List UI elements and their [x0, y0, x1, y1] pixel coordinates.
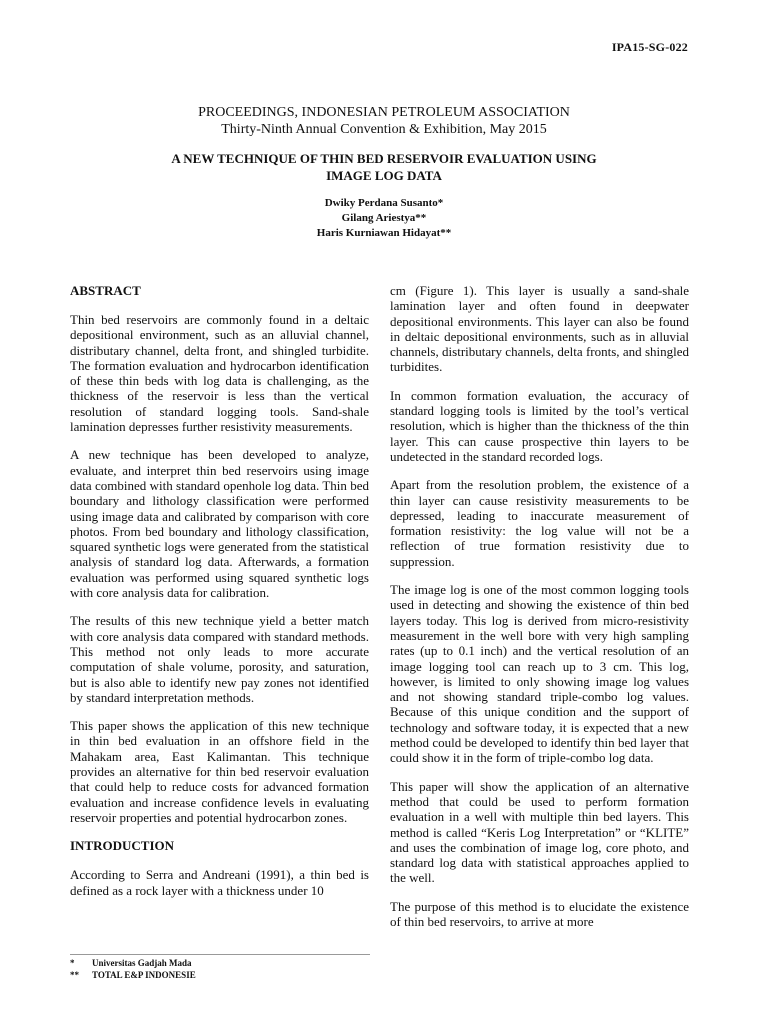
- body-paragraph-1: cm (Figure 1). This layer is usually a sand-shale lamination layer and often found in deepwater depositional environments. This layer can also be found in deltaic depositional environments, such as in alluvial channels, distributary channels, delta fronts, and shingled turbidites.: [390, 283, 689, 375]
- footnote-1: [70, 957, 370, 969]
- abstract-paragraph-4: This paper shows the application of this new technique in thin bed evaluation in an offshore field in the Mahakam area, East Kalimantan. This technique provides an alternative for thin bed reservoir evaluation that could help to reduce costs for advanced formation evaluation and increase confidence levels in evaluating reservoir properties and potential hydrocarbon zones.: [70, 718, 369, 825]
- author-1: Dwiky Perdana Susanto*: [324, 197, 444, 209]
- body-paragraph-6: The purpose of this method is to elucidate the existence of thin bed reservoirs, to arrive at more: [390, 898, 689, 929]
- introduction-heading: INTRODUCTION: [70, 838, 175, 854]
- footnote-2: [70, 969, 370, 981]
- footnote-affiliation: Universitas Gadjah Mada: [92, 958, 192, 968]
- paper-title: [0, 150, 768, 184]
- abstract-paragraph-3: The results of this new technique yield a better match with core analysis data compared with standard methods. This method not only leads to more accurate computation of shale volume, porosity, and saturation, but is also able to identify new pay zones not identified by standard interpretation methods.: [70, 613, 369, 705]
- author-2: Gilang Ariestya**: [341, 212, 427, 224]
- body-paragraph-4: The image log is one of the most common logging tools used in detecting and showing the existence of thin bed layers today. This log is derived from micro-resistivity measurement in the well bore with very high sampling rates (up to 0.1 inch) and the vertical resolution of an image logging tool can reach up to 3 cm. This log, however, is limited to only showing image log values and not showing standard triple-combo log values. Because of this unique condition and the support of technology and software today, it is expected that a new method could be developed to identify thin bed layer that could show it in the form of triple-combo log data.: [390, 582, 689, 766]
- footnote-mark: **: [70, 970, 79, 980]
- proceedings-name: PROCEEDINGS, INDONESIAN PETROLEUM ASSOCIATION: [198, 105, 570, 120]
- abstract-heading: ABSTRACT: [70, 283, 141, 298]
- left-column: [70, 283, 369, 911]
- convention-line: Thirty-Ninth Annual Convention & Exhibition, May 2015: [221, 122, 547, 137]
- footnote-divider: [70, 954, 370, 955]
- body-paragraph-3: Apart from the resolution problem, the existence of a thin layer can cause resistivity measurements to be depressed, leading to inaccurate measurement of formation resistivity: the log value will not be a reflection of true formation resistivity due to suppression.: [390, 477, 689, 569]
- body-paragraph-2: In common formation evaluation, the accuracy of standard logging tools is limited by the tool’s vertical resolution, which is higher than the thickness of the thin layer. This can cause prospective thin layers to be undetected in the standard recorded logs.: [390, 387, 689, 464]
- body-paragraph-5: This paper will show the application of an alternative method that could be used to perform formation evaluation in a well with multiple thin bed layers. This method is called “Keris Log Interpretation” or “KLITE” and uses the combination of image log, core photo, and standard log data with statistical approaches applied to the well.: [390, 778, 689, 886]
- right-column: [390, 283, 689, 942]
- abstract-paragraph-2: A new technique has been developed to analyze, evaluate, and interpret thin bed reservoirs using image data combined with standard openhole log data. Thin bed boundary and lithology classification were performed using image data and calibrated by comparison with core photos. From bed boundary and lithology classification, squared synthetic logs were generated from the statistical analysis of standard log data. Afterwards, a formation evaluation was performed using squared synthetic logs with core analysis data for calibration.: [70, 447, 369, 601]
- footnotes: [70, 957, 370, 981]
- footnote-affiliation: TOTAL E&P INDONESIE: [92, 970, 196, 980]
- paper-id: IPA15-SG-022: [611, 40, 688, 54]
- title-line-2: IMAGE LOG DATA: [326, 168, 442, 183]
- abstract-paragraph-1: Thin bed reservoirs are commonly found in a deltaic depositional environment, such as an alluvial channel, distributary channel, delta front, and shingled turbidite. The formation evaluation and hydrocarbon identification of these thin beds with log data is challenging, as the thickness of the reservoir is less than the vertical resolution of standard logging tools. Sand-shale lamination depresses further resistivity measurements.: [70, 312, 369, 435]
- author-3: Haris Kurniawan Hidayat**: [316, 227, 452, 239]
- introduction-paragraph-1: According to Serra and Andreani (1991), a thin bed is defined as a rock layer with a thickness under 10: [70, 867, 369, 898]
- proceedings-header: [0, 104, 768, 138]
- footnote-mark: *: [70, 958, 75, 968]
- title-line-1: A NEW TECHNIQUE OF THIN BED RESERVOIR EVALUATION USING: [171, 151, 597, 166]
- author-list: [0, 196, 768, 241]
